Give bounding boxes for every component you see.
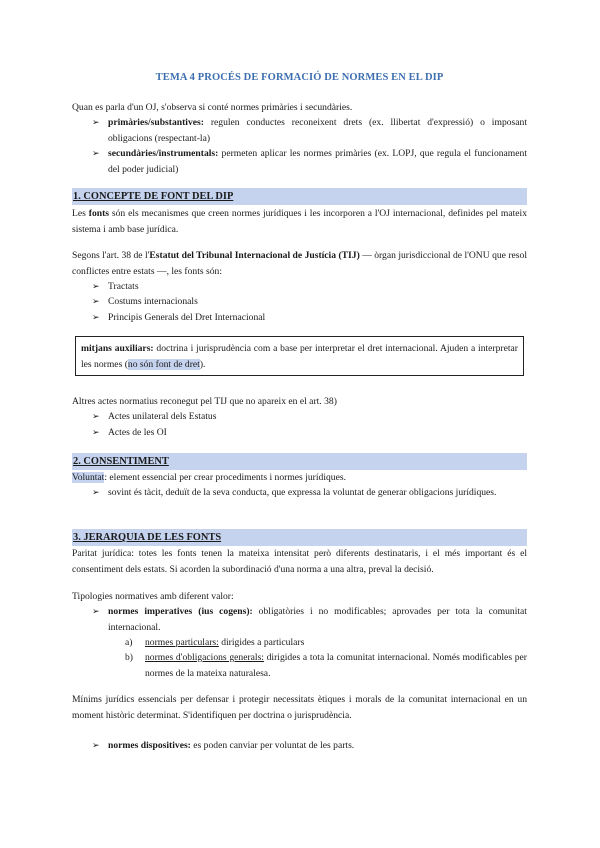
paragraph: Les fonts són els mecanismes que creen normes jurídiques i les incorporen a l'OJ internacional, definides pel mateix sistema i amb base jurídica. (72, 208, 527, 235)
list-item: sovint és tàcit, deduït de la seva conducta, que expressa la voluntat de generar obligacions jurídiques. (108, 487, 497, 498)
arrow-bullet-icon: ➢ (92, 148, 100, 158)
list-item: normes dispositives: es poden canviar per voluntat de les parts. (108, 740, 355, 751)
section-heading: 3. JERARQUIA DE LES FONTS (72, 529, 527, 546)
sub-list-item: normes particulars: dirigides a particulars (145, 637, 305, 648)
list-item: Principis Generals del Dret Internacional (108, 312, 266, 323)
section-heading: 1. CONCEPTE DE FONT DEL DIP (72, 188, 527, 205)
paragraph: Paritat jurídica: totes les fonts tenen la mateixa intensitat però diferents destinataris, i el més important és el consentiment dels estats. Si acorden la subordinació d'una norma a una altra, preval la decisió. (72, 548, 527, 575)
sub-list-label: b) (125, 652, 133, 663)
arrow-bullet-icon: ➢ (92, 606, 100, 616)
arrow-bullet-icon: ➢ (92, 487, 100, 497)
arrow-bullet-icon: ➢ (92, 427, 100, 437)
note-box: mitjans auxiliars: doctrina i jurisprudència com a base per interpretar el dret internacional. Ajuden a interpretar les normes (no són font de dret). (75, 336, 524, 376)
intro-paragraph: Quan es parla d'un OJ, s'observa si conté normes primàries i secundàries. (72, 102, 353, 113)
list-item: Costums internacionals (108, 296, 198, 307)
list-item: Tractats (108, 281, 139, 292)
list-item: secundàries/instrumentals: permeten aplicar les normes primàries (ex. LOPJ, que regula el funcionament del poder judicial) (108, 148, 527, 175)
sub-list-label: a) (125, 637, 133, 648)
arrow-bullet-icon: ➢ (92, 117, 100, 127)
paragraph: Tipologies normatives amb diferent valor: (72, 591, 234, 602)
list-item: Actes de les OI (108, 427, 167, 438)
list-item: primàries/substantives: regulen conductes reconeixent drets (ex. llibertat d'expressió) o imposant obligacions (respectant-la) (108, 117, 527, 144)
page-title: TEMA 4 PROCÉS DE FORMACIÓ DE NORMES EN EL DIP (155, 72, 444, 83)
arrow-bullet-icon: ➢ (92, 740, 100, 750)
paragraph: Mínims jurídics essencials per defensar i protegir necessitats ètiques i morals de la comunitat internacional en un moment històric determinat. S'identifiquen per doctrina o jurisprudència. (72, 694, 527, 721)
arrow-bullet-icon: ➢ (92, 312, 100, 322)
arrow-bullet-icon: ➢ (92, 296, 100, 306)
paragraph: Voluntat: element essencial per crear procediments i normes jurídiques. (72, 472, 346, 483)
sub-list-item: normes d'obligacions generals: dirigides a tota la comunitat internacional. Només modificables per normes de la mateixa naturalesa. (145, 652, 527, 679)
section-heading: 2. CONSENTIMENT (72, 453, 527, 470)
list-item: normes imperatives (ius cogens): obligatòries i no modificables; aprovades per tota la comunitat internacional. (108, 606, 527, 633)
arrow-bullet-icon: ➢ (92, 411, 100, 421)
arrow-bullet-icon: ➢ (92, 281, 100, 291)
paragraph: Segons l'art. 38 de l'Estatut del Tribunal Internacional de Justícia (TIJ) — òrgan jurisdiccional de l'ONU que resol conflictes entre estats —, les fonts són: (72, 250, 527, 277)
list-item: Actes unilateral dels Estatus (108, 411, 217, 422)
paragraph: Altres actes normatius reconegut pel TIJ que no apareix en el art. 38) (72, 396, 337, 407)
